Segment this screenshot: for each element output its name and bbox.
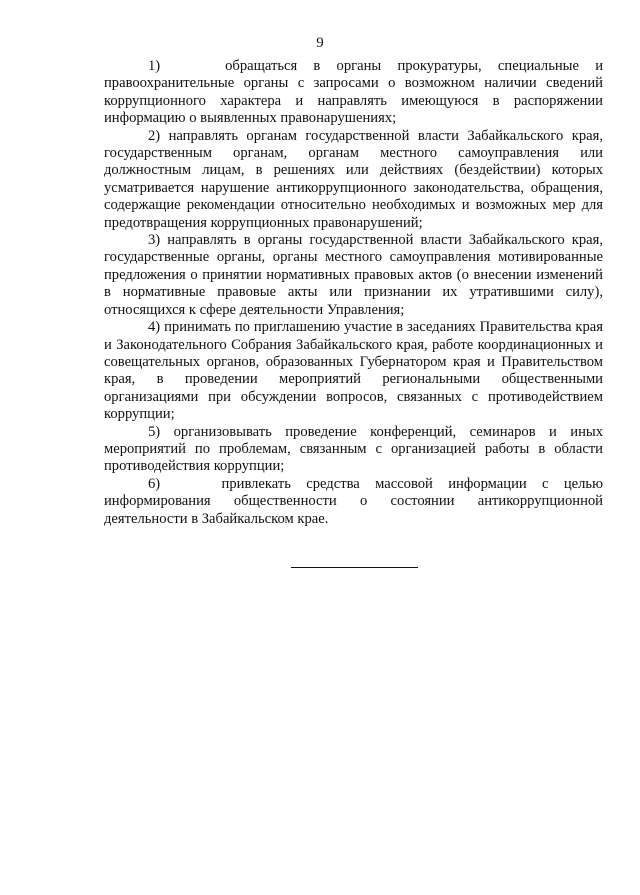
document-body: [104, 58, 603, 528]
page-number: 9: [316, 35, 324, 51]
paragraph-item-1: 1) обращаться в органы прокуратуры, специальные и правоохранительные органы с запросами о возможном наличии сведений коррупционного характера и направлять имеющуюся в распоряжении информацию о выявленных правонарушениях;: [104, 58, 603, 127]
paragraph-item-6: 6) привлекать средства массовой информации с целью информирования общественности о состоянии антикоррупционной деятельности в Забайкальском крае.: [104, 475, 603, 527]
paragraph-item-3: 3) направлять в органы государственной власти Забайкальского края, государственные органы, органы местного самоуправления мотивированные предложения о принятии нормативных правовых актов (о внесении изменений в нормативные правовые акты или признании их утратившими силу), относящихся к сфере деятельности Управления;: [104, 232, 603, 318]
paragraph-item-2: 2) направлять органам государственной власти Забайкальского края, государственным органам, органам местного самоуправления или должностным лицам, в решениях или действиях (бездействии) которых усматривается нарушение антикоррупционного законодательства, обращения, содержащие рекомендации относительно необходимых и возможных мер для предотвращения коррупционных правонарушений;: [104, 127, 603, 231]
paragraph-item-5: 5) организовывать проведение конференций, семинаров и иных мероприятий по проблемам, связанным с организацией работы в области противодействия коррупции;: [104, 423, 603, 475]
paragraph-item-4: 4) принимать по приглашению участие в заседаниях Правительства края и Законодательного Собрания Забайкальского края, работе координационных и совещательных органов, образованных Губернатором края и Правительством края, в проведении мероприятий региональными общественными организациями при обсуждении вопросов, связанных с противодействием коррупции;: [104, 319, 603, 423]
end-of-document-rule: [291, 567, 418, 568]
